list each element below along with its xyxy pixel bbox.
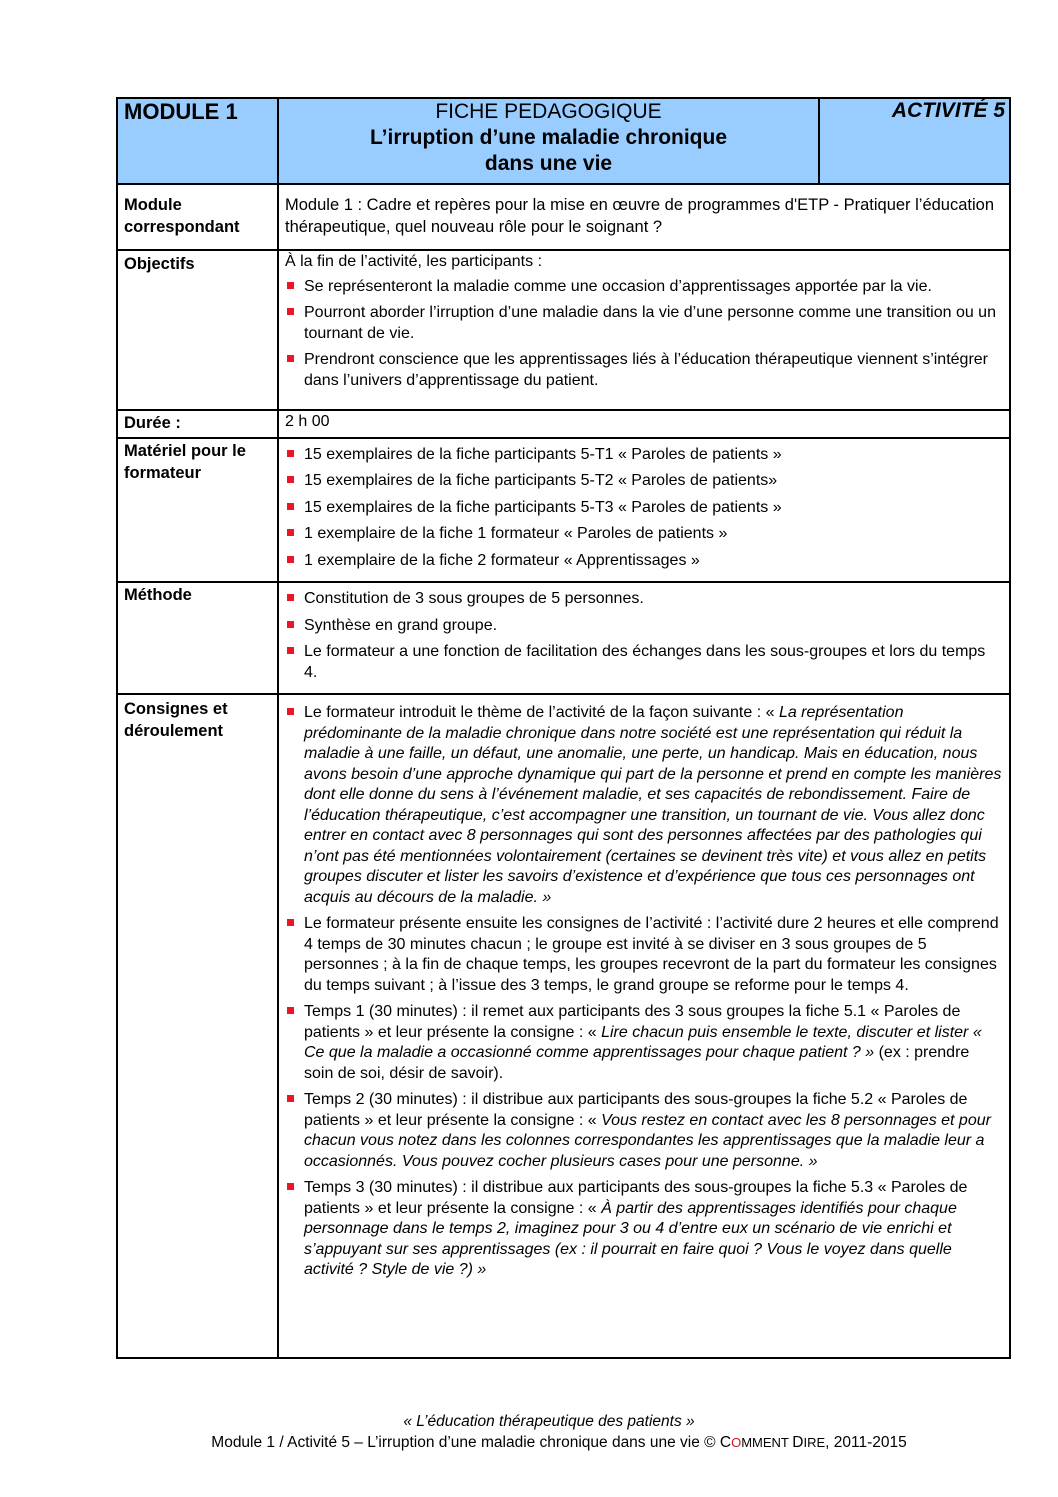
- materiel-list: [285, 445, 1003, 572]
- sheet-title-cell: [278, 98, 819, 184]
- list-item: 1 exemplaire de la fiche 1 formateur « Paroles de patients »: [285, 524, 1003, 545]
- list-item: Temps 2 (30 minutes) : il distribue aux participants des sous-groupes la fiche 5.2 « Paroles de patients » et leur présente la consigne : « Vous restez en contact avec les 8 personnages et pour chacun vous notez dans les colonnes correspondantes les apprentissages que la maladie leur a occasionnés. Vous pouvez cocher plusieurs cases pour une personne. »: [285, 1090, 1003, 1172]
- list-item: Le formateur a une fonction de facilitation des échanges dans les sous-groupes et lors du temps 4.: [285, 642, 1003, 683]
- list-item: 15 exemplaires de la fiche participants 5-T1 « Paroles de patients »: [285, 445, 1003, 466]
- list-item: Le formateur présente ensuite les consignes de l’activité : l’activité dure 2 heures et elle comprend 4 temps de 30 minutes chacun ; le groupe est invité à se diviser en 3 sous groupes de 5 personnes ; à la fin de chaque temps, les groupes recevront de la part du formateur les consignes du temps suivant ; à l’issue des 3 temps, le grand groupe se reforme pour le temps 4.: [285, 914, 1003, 996]
- activity-title: ACTIVITÉ 5: [819, 98, 1010, 184]
- row-methode: [117, 582, 1010, 694]
- label-duree: Durée :: [117, 410, 278, 438]
- list-item: 15 exemplaires de la fiche participants 5-T3 « Paroles de patients »: [285, 498, 1003, 519]
- row-consignes: [117, 694, 1010, 1358]
- label-consignes: Consignes et déroulement: [117, 694, 278, 1358]
- list-item: Temps 1 (30 minutes) : il remet aux participants des 3 sous groupes la fiche 5.1 « Paroles de patients » et leur présente la consigne : « Lire chacun puis ensemble le texte, discuter et lister « Ce que la maladie a occasionné comme apprentissages pour chaque patient ? » (ex : prendre soin de soi, désir de savoir).: [285, 1002, 1003, 1084]
- label-materiel: Matériel pour le formateur: [117, 438, 278, 583]
- list-item: 15 exemplaires de la fiche participants 5-T2 « Paroles de patients»: [285, 471, 1003, 492]
- label-objectifs: Objectifs: [117, 250, 278, 410]
- list-item: Synthèse en grand groupe.: [285, 616, 1003, 637]
- content-module-correspondant: [278, 184, 1010, 250]
- module-correspondant-text: Module 1 : Cadre et repères pour la mise en œuvre de programmes d'ETP - Pratiquer l’éducation thérapeutique, quel nouveau rôle pour le soignant ?: [285, 196, 995, 236]
- content-materiel: [278, 438, 1010, 583]
- list-item: Se représenteront la maladie comme une occasion d’apprentissages apportée par la vie.: [285, 277, 1003, 298]
- row-module-correspondant: [117, 184, 1010, 250]
- objectifs-list: [285, 277, 1003, 392]
- row-duree: [117, 410, 1010, 438]
- content-methode: [278, 582, 1010, 694]
- objectifs-intro: À la fin de l’activité, les participants :: [285, 253, 543, 270]
- label-methode: Méthode: [117, 582, 278, 694]
- sheet-title-line1: L’irruption d’une maladie chronique: [369, 126, 728, 149]
- list-item: Pourront aborder l’irruption d’une maladie dans la vie d’une personne comme une transition ou un tournant de vie.: [285, 303, 1003, 344]
- fiche-label: FICHE PEDAGOGIQUE: [435, 100, 662, 123]
- list-item: Constitution de 3 sous groupes de 5 personnes.: [285, 589, 1003, 610]
- sheet-title-line2: dans une vie: [484, 152, 613, 175]
- content-objectifs: [278, 250, 1010, 410]
- consignes-list: [285, 703, 1003, 1281]
- list-item: Temps 3 (30 minutes) : il distribue aux participants des sous-groupes la fiche 5.3 « Paroles de patients » et leur présente la consigne : « À partir des apprentissages identifiés pour chaque personnage dans le temps 2, imaginez pour 3 ou 4 d’entre eux un scénario de vie enrichi et s’appuyant sur ses apprentissages (ex : il pourrait en faire quoi ? Vous le voyez dans quelle activité ? Style de vie ?) »: [285, 1178, 1003, 1281]
- module-title: MODULE 1: [117, 98, 278, 184]
- methode-list: [285, 589, 1003, 683]
- row-materiel: [117, 438, 1010, 583]
- label-module-correspondant: Module correspondant: [117, 184, 278, 250]
- row-objectifs: [117, 250, 1010, 410]
- pedagogical-sheet-table: [116, 97, 1011, 1359]
- list-item: Prendront conscience que les apprentissages liés à l’éducation thérapeutique viennent s’intégrer dans l’univers d’apprentissage du patient.: [285, 350, 1003, 391]
- list-item: 1 exemplaire de la fiche 2 formateur « Apprentissages »: [285, 551, 1003, 572]
- content-duree: 2 h 00: [278, 410, 1010, 438]
- footer-copyright: Module 1 / Activité 5 – L’irruption d’une maladie chronique dans une vie © COMMENT DIRE, 2011-2015: [211, 1434, 907, 1451]
- footer-series-title: « L’éducation thérapeutique des patients »: [403, 1413, 695, 1430]
- content-consignes: [278, 694, 1010, 1358]
- list-item: Le formateur introduit le thème de l’activité de la façon suivante : « La représentation prédominante de la maladie chronique dans notre société est une représentation qui réduit la maladie à une faille, un défaut, une anomalie, une perte, un handicap. Mais en éducation, nous avons besoin d’une approche dynamique qui part de la personne et prend en compte les manières dont elle donne du sens à l’événement maladie, et ses capacités de rebondissement. Faire de l’éducation thérapeutique, c’est accompagner une transition, un tournant de vie. Vous allez donc entrer en contact avec 8 personnages qui sont des personnes affectées par des pathologies qui n’ont pas été mentionnées volontairement (certaines se devinent très vite) et vous allez en petits groupes discuter et lister les savoirs d’existence et d’expérience que tous ces personnages ont acquis au décours de la maladie. »: [285, 703, 1003, 908]
- header-row: [117, 98, 1010, 184]
